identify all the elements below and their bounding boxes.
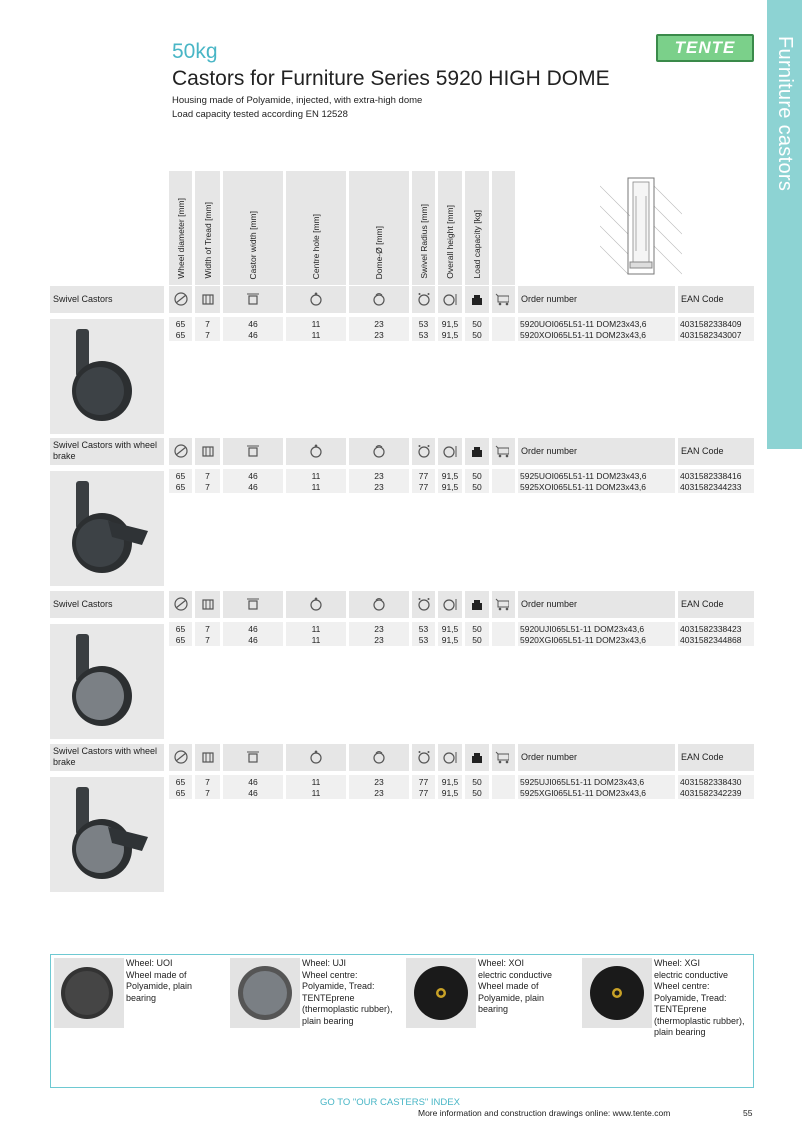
icon-cell [169, 591, 192, 618]
icon-cell [286, 438, 346, 465]
ean-code-header [678, 286, 754, 313]
ean-code: 4031582338423 [680, 624, 742, 634]
wheel-xgi-desc-0: electric conductive [654, 969, 729, 980]
table-cell: 65 [175, 471, 186, 481]
table-cell: 11 [311, 635, 321, 645]
wheel-xgi-desc-4: (thermoplastic rubber), [654, 1015, 745, 1026]
icon-cell [286, 286, 346, 313]
table-cell: 23 [374, 330, 384, 340]
castor-photo [50, 319, 164, 434]
wheel-uoi-desc-0: Wheel made of [126, 969, 187, 980]
table-cell: 46 [248, 482, 258, 492]
castor-photo [50, 471, 164, 586]
table-cell: 46 [248, 471, 258, 481]
order-number-header [518, 286, 675, 313]
table-cell: 50 [472, 319, 482, 329]
icon-cell [195, 591, 220, 618]
swivel-radius-icon [417, 750, 431, 764]
wheel-uji-image [230, 958, 300, 1028]
centre-hole-icon [309, 444, 323, 458]
castor-photo [50, 777, 164, 892]
table-cell: 7 [205, 319, 210, 329]
icon-cell [223, 438, 283, 465]
wheel-xoi-desc-0: electric conductive [478, 969, 553, 980]
icon-cell [438, 744, 462, 771]
table-cell: 23 [374, 788, 384, 798]
table-cell: 11 [311, 788, 321, 798]
subtitle-housing: Housing made of Polyamide, injected, with extra-high dome [172, 95, 423, 106]
section-label: Swivel Castors [53, 294, 113, 304]
dome-drawing-icon [600, 176, 682, 278]
cell-background [492, 622, 515, 646]
table-cell: 11 [311, 330, 321, 340]
wheel-uoi-image [54, 958, 124, 1028]
section-label-row [50, 286, 164, 313]
table-cell: 77 [418, 788, 429, 798]
order-number: 5925XGI065L51-11 DOM23x43,6 [520, 788, 647, 798]
order-number: 5920UOI065L51-11 DOM23x43,6 [520, 319, 647, 329]
wheel-uoi-text [126, 958, 192, 1004]
order-number: 5925UJI065L51-11 DOM23x43,6 [520, 777, 645, 787]
table-cell: 50 [472, 788, 482, 798]
icon-cell [169, 744, 192, 771]
column-header-label: Dome-Ø [mm] [374, 225, 384, 279]
table-cell: 11 [311, 319, 321, 329]
wheel-uoi-name: Wheel: UOI [126, 958, 173, 968]
page-title: Castors for Furniture Series 5920 HIGH DOME [172, 67, 610, 90]
table-cell: 7 [205, 482, 210, 492]
load-capacity-icon [470, 750, 484, 764]
icon-cell [412, 286, 435, 313]
table-cell: 23 [374, 319, 384, 329]
icon-cell [412, 591, 435, 618]
wheel-xoi-name: Wheel: XOI [478, 958, 525, 968]
order-number: 5920XOI065L51-11 DOM23x43,6 [520, 330, 647, 340]
icon-cell [349, 591, 409, 618]
table-cell: 91,5 [441, 788, 459, 798]
ean-code-label: EAN Code [681, 294, 724, 304]
section-label: Swivel Castors [53, 599, 113, 609]
table-cell: 65 [175, 482, 186, 492]
centre-hole-icon [309, 292, 323, 306]
wheel-xgi-name: Wheel: XGI [654, 958, 701, 968]
table-cell: 65 [175, 788, 186, 798]
icon-cell [223, 744, 283, 771]
column-header-4 [286, 171, 346, 285]
table-cell: 65 [175, 777, 186, 787]
table-cell: 23 [374, 635, 384, 645]
table-cell: 50 [472, 471, 482, 481]
wheel-xoi-image [406, 958, 476, 1028]
table-cell: 11 [311, 624, 321, 634]
table-cell: 50 [472, 624, 482, 634]
table-cell: 23 [374, 482, 384, 492]
table-cell: 7 [205, 624, 210, 634]
tread-width-icon [201, 597, 215, 611]
icon-cell [195, 438, 220, 465]
load-weight: 50kg [172, 40, 218, 63]
wheel-uji-desc-3: (thermoplastic rubber), [302, 1004, 393, 1014]
section-label: Swivel Castors with wheel brake [53, 746, 158, 767]
table-cell: 46 [248, 330, 258, 340]
table-cell: 50 [472, 330, 482, 340]
tread-width-icon [201, 444, 215, 458]
column-header-6 [412, 171, 435, 285]
order-number: 5920UJI065L51-11 DOM23x43,6 [520, 624, 645, 634]
table-cell: 23 [374, 777, 384, 787]
ean-code-header [678, 438, 754, 465]
section-label: Swivel Castors with wheel brake [53, 440, 158, 461]
section-label-row [50, 438, 164, 465]
order-number: 5925XOI065L51-11 DOM23x43,6 [520, 482, 647, 492]
order-number-header [518, 744, 675, 771]
wheel-xoi-text [478, 958, 552, 1016]
ean-code: 4031582344868 [680, 635, 742, 645]
ean-code-label: EAN Code [681, 446, 724, 456]
load-capacity-icon [470, 597, 484, 611]
icon-cell [465, 744, 489, 771]
table-cell: 91,5 [441, 482, 459, 492]
table-cell: 7 [205, 330, 210, 340]
tente-logo [656, 34, 754, 62]
logo-text: TENTE [674, 38, 736, 57]
column-header-2 [195, 171, 220, 285]
wheel-xoi-desc-1: Wheel made of [478, 981, 539, 991]
wheel-xoi-desc-3: bearing [478, 1004, 509, 1014]
wheel-uoi-desc-2: bearing [126, 992, 157, 1003]
icon-cell [492, 744, 515, 771]
table-cell: 7 [205, 471, 210, 481]
wheel-uji-desc-0: Wheel centre: [302, 969, 358, 980]
side-tab [767, 0, 802, 449]
icon-cell [492, 286, 515, 313]
column-header-7 [438, 171, 462, 285]
column-header-1 [169, 171, 192, 285]
ean-code-header [678, 591, 754, 618]
trolley-icon [495, 444, 509, 458]
cell-background [492, 775, 515, 799]
icon-cell [223, 591, 283, 618]
table-cell: 77 [418, 471, 429, 481]
ean-code-label: EAN Code [681, 752, 724, 762]
order-number: 5920XGI065L51-11 DOM23x43,6 [520, 635, 647, 645]
table-cell: 65 [175, 624, 186, 634]
swivel-radius-icon [417, 597, 431, 611]
order-number-label: Order number [521, 446, 578, 456]
wheel-xgi-text [654, 958, 745, 1039]
wheel-uji-desc-4: plain bearing [302, 1015, 354, 1026]
table-cell: 65 [175, 319, 186, 329]
table-cell: 7 [205, 777, 210, 787]
table-cell: 53 [418, 319, 429, 329]
table-cell: 7 [205, 635, 210, 645]
castor-photo [50, 624, 164, 739]
wheel-xgi-desc-1: Wheel centre: [654, 981, 710, 991]
table-cell: 23 [374, 624, 384, 634]
icon-cell [412, 438, 435, 465]
casters-index-link[interactable]: GO TO "OUR CASTERS" INDEX [320, 1097, 460, 1108]
page-number: 55 [743, 1108, 753, 1118]
ean-code: 4031582338409 [680, 319, 742, 329]
icon-cell [438, 591, 462, 618]
trolley-icon [495, 750, 509, 764]
centre-hole-icon [309, 750, 323, 764]
centre-hole-icon [309, 597, 323, 611]
subtitle-test: Load capacity tested according EN 12528 [172, 109, 348, 120]
table-cell: 77 [418, 777, 429, 787]
ean-code: 4031582338430 [680, 777, 742, 787]
table-cell: 91,5 [441, 319, 459, 329]
icon-cell [465, 438, 489, 465]
icon-cell [286, 591, 346, 618]
wheel-uoi-desc-1: Polyamide, plain [126, 981, 193, 991]
wheel-xoi-desc-2: Polyamide, plain [478, 992, 545, 1003]
column-header-label: Overall height [mm] [445, 205, 455, 279]
overall-height-icon [443, 444, 457, 458]
icon-cell [195, 744, 220, 771]
icon-cell [465, 286, 489, 313]
tread-width-icon [201, 750, 215, 764]
column-header-5 [349, 171, 409, 285]
icon-cell [492, 591, 515, 618]
icon-cell [465, 591, 489, 618]
load-capacity-icon [470, 292, 484, 306]
table-cell: 77 [418, 482, 429, 492]
swivel-radius-icon [417, 444, 431, 458]
dome-icon [372, 597, 386, 611]
wheel-xgi-desc-2: Polyamide, Tread: [654, 992, 727, 1003]
wheel-uji-desc-1: Polyamide, Tread: [302, 981, 375, 991]
dome-icon [372, 750, 386, 764]
column-header-label: Load capacity [kg] [472, 210, 482, 279]
icon-cell [438, 438, 462, 465]
castor-width-icon [246, 597, 260, 611]
ean-code-label: EAN Code [681, 599, 724, 609]
icon-cell [195, 286, 220, 313]
dome-icon [372, 444, 386, 458]
tread-width-icon [201, 292, 215, 306]
wheel-uji-desc-2: TENTEprene [302, 992, 355, 1003]
side-tab-label: Furniture castors [774, 36, 796, 192]
castor-width-icon [246, 444, 260, 458]
order-number-label: Order number [521, 599, 578, 609]
wheel-uji-name: Wheel: UJI [302, 958, 347, 968]
wheel-diameter-icon [174, 292, 188, 306]
load-capacity-icon [470, 444, 484, 458]
table-cell: 53 [418, 635, 429, 645]
table-cell: 11 [311, 777, 321, 787]
table-cell: 11 [311, 471, 321, 481]
wheel-xgi-desc-5: plain bearing [654, 1027, 706, 1037]
cell-background [492, 317, 515, 341]
table-cell: 11 [311, 482, 321, 492]
icon-cell [492, 438, 515, 465]
order-number-header [518, 438, 675, 465]
dome-icon [372, 292, 386, 306]
table-cell: 46 [248, 788, 258, 798]
icon-cell [412, 744, 435, 771]
icon-cell [349, 744, 409, 771]
column-header-label: Castor width [mm] [248, 210, 258, 279]
table-cell: 91,5 [441, 330, 459, 340]
wheel-xgi-desc-3: TENTEprene [654, 1004, 707, 1014]
table-cell: 65 [175, 635, 186, 645]
cell-background [492, 469, 515, 493]
icon-cell [169, 286, 192, 313]
icon-cell [169, 438, 192, 465]
trolley-icon [495, 292, 509, 306]
column-header-trolley [492, 171, 515, 285]
table-cell: 50 [472, 482, 482, 492]
icon-cell [286, 744, 346, 771]
wheel-xgi-image [582, 958, 652, 1028]
overall-height-icon [443, 292, 457, 306]
wheel-types-box [50, 954, 754, 1088]
order-number-label: Order number [521, 294, 578, 304]
wheel-uji-text [302, 958, 393, 1027]
table-cell: 50 [472, 635, 482, 645]
table-cell: 91,5 [441, 624, 459, 634]
section-label-row [50, 591, 164, 618]
icon-cell [349, 286, 409, 313]
swivel-radius-icon [417, 292, 431, 306]
icon-cell [349, 438, 409, 465]
table-cell: 46 [248, 624, 258, 634]
column-header-label: Wheel diameter [mm] [175, 198, 186, 279]
icon-cell [438, 286, 462, 313]
wheel-diameter-icon [174, 444, 188, 458]
table-cell: 65 [175, 330, 186, 340]
ean-code: 4031582344233 [680, 482, 742, 492]
table-cell: 46 [248, 635, 258, 645]
more-info-text: More information and construction drawings online: www.tente.com [418, 1108, 671, 1118]
table-cell: 91,5 [441, 777, 459, 787]
table-cell: 91,5 [441, 635, 459, 645]
order-number-label: Order number [521, 752, 578, 762]
icon-cell [223, 286, 283, 313]
column-header-label: Centre hole [mm] [311, 213, 321, 279]
wheel-diameter-icon [174, 597, 188, 611]
overall-height-icon [443, 750, 457, 764]
table-cell: 91,5 [441, 471, 459, 481]
column-header-3 [223, 171, 283, 285]
overall-height-icon [443, 597, 457, 611]
ean-code: 4031582343007 [680, 330, 742, 340]
column-header-label: Width of Tread [mm] [202, 202, 213, 279]
table-cell: 53 [418, 624, 429, 634]
section-label-row [50, 744, 164, 771]
ean-code-header [678, 744, 754, 771]
ean-code: 4031582338416 [680, 471, 742, 481]
wheel-diameter-icon [174, 750, 188, 764]
table-cell: 46 [248, 777, 258, 787]
order-number-header [518, 591, 675, 618]
table-cell: 50 [472, 777, 482, 787]
ean-code: 4031582342239 [680, 788, 742, 798]
table-cell: 7 [205, 788, 210, 798]
column-header-label: Swivel Radius [mm] [418, 204, 429, 279]
trolley-icon [495, 597, 509, 611]
castor-width-icon [246, 292, 260, 306]
order-number: 5925UOI065L51-11 DOM23x43,6 [520, 471, 647, 481]
table-cell: 46 [248, 319, 258, 329]
castor-width-icon [246, 750, 260, 764]
table-cell: 53 [418, 330, 429, 340]
column-header-8 [465, 171, 489, 285]
table-cell: 23 [374, 471, 384, 481]
